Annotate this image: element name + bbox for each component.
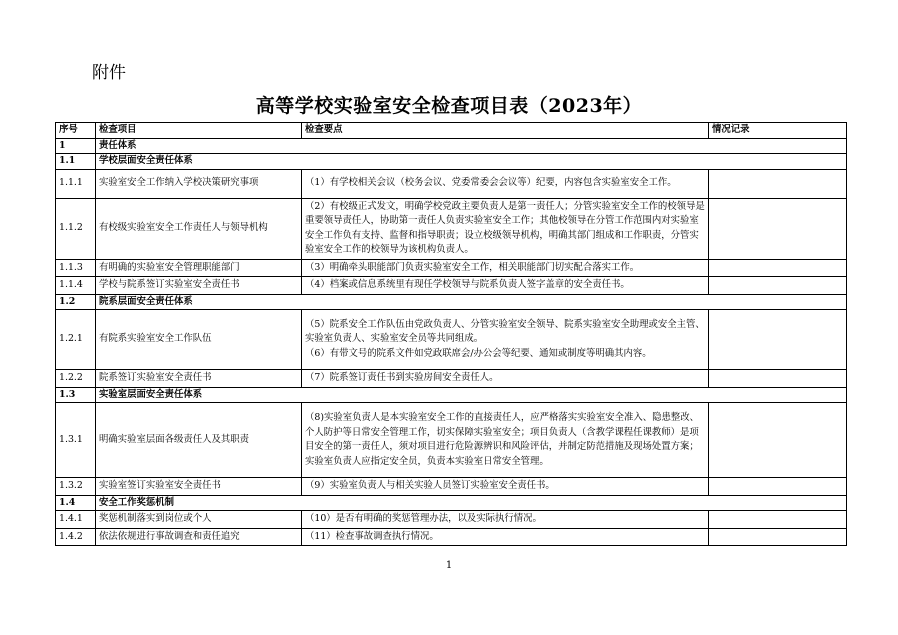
table-row (56, 403, 847, 478)
section-row (56, 387, 847, 403)
item-points (302, 259, 709, 277)
check-point: （7）院系签订责任书到实验房间安全责任人。 (305, 372, 499, 383)
item-name: 有明确的实验室安全管理职能部门 (96, 259, 302, 277)
section-row (56, 495, 847, 511)
section-row (56, 154, 847, 170)
check-point: （8)实验室负责人是本实验室安全工作的直接责任人，应严格落实实验室安全准入、隐患整改、个人防护等日常安全管理工作，切实保障实验室安全；项目负责人（含教学课程任课教师）是项目安全的第一责任人，须对项目进行危险源辨识和风险评估，并制定防范措施及现场处置方案；实验室负责人应指定安全员，负责本实验室日常安全管理。 (305, 412, 700, 467)
record-cell[interactable] (709, 277, 847, 295)
section-title: 实验室层面安全责任体系 (96, 387, 847, 403)
table-row (56, 259, 847, 277)
item-points (302, 511, 709, 529)
item-points (302, 370, 709, 388)
item-number: 1.3.1 (56, 403, 96, 478)
document-title: 高等学校实验室安全检查项目表（2023年） (255, 95, 643, 117)
item-points (302, 310, 709, 370)
record-cell[interactable] (709, 478, 847, 496)
table-row (56, 198, 847, 259)
item-name: 奖惩机制落实到岗位或个人 (96, 511, 302, 529)
inspection-table (55, 122, 847, 546)
item-name: 有校级实验室安全工作责任人与领导机构 (96, 198, 302, 259)
section-number: 1.1 (56, 154, 96, 170)
section-title: 责任体系 (96, 138, 847, 154)
column-header-points: 检查要点 (302, 123, 709, 139)
table-row (56, 277, 847, 295)
item-number: 1.1.4 (56, 277, 96, 295)
table-row (56, 370, 847, 388)
record-cell[interactable] (709, 528, 847, 546)
section-title: 学校层面安全责任体系 (96, 154, 847, 170)
section-row (56, 138, 847, 154)
table-row (56, 478, 847, 496)
record-cell[interactable] (709, 310, 847, 370)
check-point: （6）有带文号的院系文件如党政联席会/办公会等纪要、通知或制度等明确其内容。 (305, 347, 652, 359)
record-cell[interactable] (709, 511, 847, 529)
item-name: 院系签订实验室安全责任书 (96, 370, 302, 388)
item-points (302, 403, 709, 478)
column-header-no: 序号 (56, 123, 96, 139)
record-cell[interactable] (709, 259, 847, 277)
item-points (302, 169, 709, 198)
check-point: （2）有校级正式发文，明确学校党政主要负责人是第一责任人；分管实验室安全工作的校领导是重要领导责任人，协助第一责任人负责实验室安全工作；其他校领导在分管工作范围内对实验室安全工作负有支持、监督和指导职责；设立校级领导机构，明确其部门组成和工作职责，分管实验室安全工作的校领导为该机构负责人。 (305, 200, 705, 255)
item-points (302, 277, 709, 295)
item-name: 实验室安全工作纳入学校决策研究事项 (96, 169, 302, 198)
item-name: 实验室签订实验室安全责任书 (96, 478, 302, 496)
check-point: （11）检查事故调查执行情况。 (305, 530, 439, 542)
section-title: 安全工作奖惩机制 (96, 495, 847, 511)
item-number: 1.1.2 (56, 198, 96, 259)
column-header-item: 检查项目 (96, 123, 302, 139)
item-number: 1.3.2 (56, 478, 96, 496)
item-number: 1.4.2 (56, 528, 96, 546)
section-title: 院系层面安全责任体系 (96, 294, 847, 310)
section-number: 1.3 (56, 387, 96, 403)
item-name: 有院系实验室安全工作队伍 (96, 310, 302, 370)
check-point: （1）有学校相关会议（校务会议、党委常委会会议等）纪要，内容包含实验室安全工作。 (305, 177, 677, 189)
table-row (56, 511, 847, 529)
section-number: 1.2 (56, 294, 96, 310)
attachment-label: 附件 (92, 63, 126, 83)
section-row (56, 294, 847, 310)
item-name: 依法依规进行事故调查和责任追究 (96, 528, 302, 546)
check-point: （3）明确牵头职能部门负责实验室安全工作，相关职能部门切实配合落实工作。 (305, 261, 640, 273)
check-point: （10）是否有明确的奖惩管理办法，以及实际执行情况。 (305, 513, 542, 524)
check-point: （9）实验室负责人与相关实验人员签订实验室安全责任书。 (305, 480, 555, 491)
check-point: （5）院系安全工作队伍由党政负责人、分管实验室安全领导、院系实验室安全助理或安全主管、实验室负责人、实验室安全员等共同组成。 (305, 318, 705, 345)
item-name: 明确实验室层面各级责任人及其职责 (96, 403, 302, 478)
column-header-record: 情况记录 (709, 123, 847, 139)
item-number: 1.1.3 (56, 259, 96, 277)
record-cell[interactable] (709, 370, 847, 388)
table-row (56, 528, 847, 546)
item-name: 学校与院系签订实验室安全责任书 (96, 277, 302, 295)
record-cell[interactable] (709, 403, 847, 478)
record-cell[interactable] (709, 198, 847, 259)
check-point: （4）档案或信息系统里有现任学校领导与院系负责人签字盖章的安全责任书。 (305, 279, 630, 290)
item-points (302, 478, 709, 496)
section-number: 1 (56, 138, 96, 154)
record-cell[interactable] (709, 169, 847, 198)
section-number: 1.4 (56, 495, 96, 511)
table-header-row (56, 123, 847, 139)
item-number: 1.2.2 (56, 370, 96, 388)
item-number: 1.2.1 (56, 310, 96, 370)
page-number: 1 (445, 560, 453, 571)
item-number: 1.4.1 (56, 511, 96, 529)
item-points (302, 198, 709, 259)
item-points (302, 528, 709, 546)
table-row (56, 169, 847, 198)
table-row (56, 310, 847, 370)
item-number: 1.1.1 (56, 169, 96, 198)
